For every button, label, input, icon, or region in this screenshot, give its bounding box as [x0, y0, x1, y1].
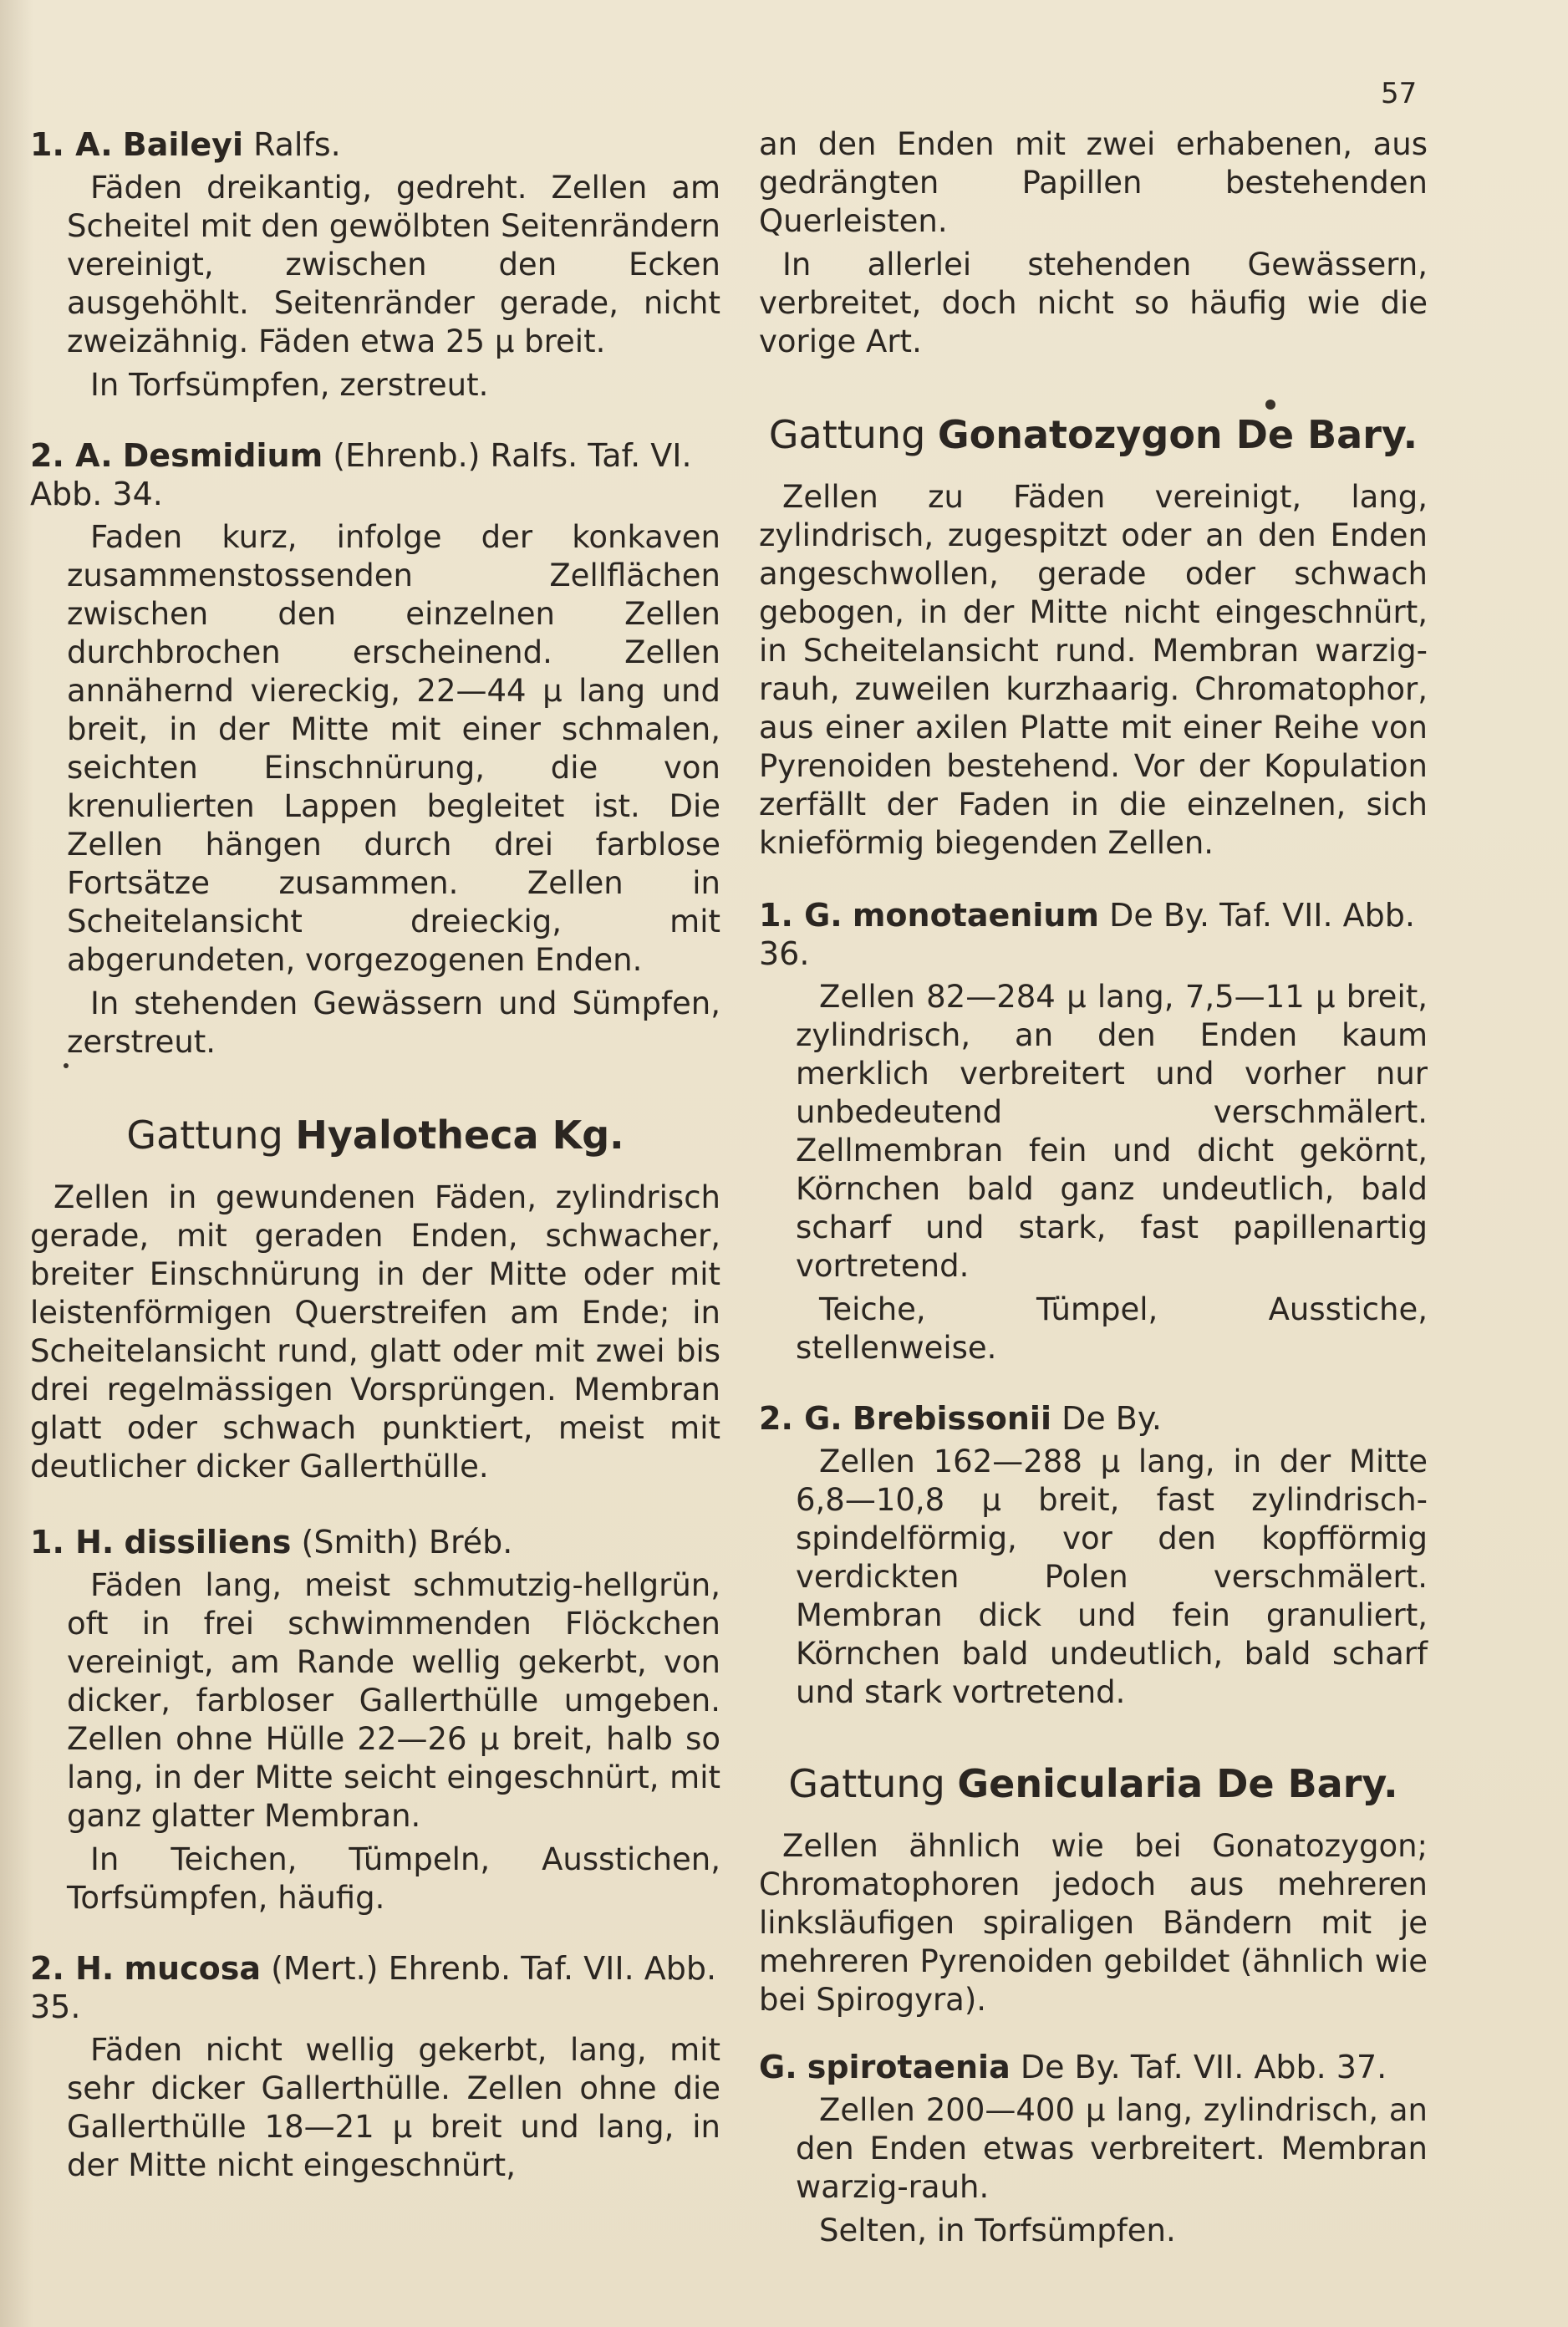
species-heading — [30, 1949, 720, 2026]
species-heading — [759, 2048, 1428, 2086]
genus-name: Hyalotheca Kg. — [295, 1113, 624, 1158]
species-description: Zellen 82—284 μ lang, 7,5—11 μ breit, zylindrisch, an den Enden kaum merklich verbreitert und vorher nur unbedeutend verschmälert. Zellmembran fein und dicht gekörnt, Körnchen bald ganz undeutlich, bald scharf und stark, fast papillenartig vortretend. — [796, 979, 1428, 1284]
genus-description: Zellen ähnlich wie bei Gonatozygon; Chromatophoren jedoch aus mehreren linksläufigen spiraligen Bändern mit je mehreren Pyrenoiden gebildet (ähnlich wie bei Spirogyra). — [759, 1828, 1428, 2018]
species-entry-spirotaenia — [759, 2048, 1428, 2250]
species-author: Ralfs. — [253, 126, 341, 163]
species-author: De By. Taf. VII. Abb. 36. — [759, 897, 1415, 972]
right-column — [759, 125, 1428, 2250]
species-number: 1. H. — [30, 1524, 115, 1561]
species-author: (Smith) Bréb. — [301, 1524, 513, 1561]
species-habitat: In stehenden Gewässern und Sümpfen, zerstreut. — [67, 985, 720, 1060]
genus-description: Zellen zu Fäden vereinigt, lang, zylindrisch, zugespitzt oder an den Enden angeschwollen, gerade oder schwach gebogen, in der Mitte nicht eingeschnürt, in Scheitelansicht rund. Membran warzig-rauh, zuweilen kurzhaarig. Chromatophor, aus einer axilen Platte mit einer Reihe von Pyrenoiden bestehend. Vor der Kopulation zerfällt der Faden in die einzelnen, sich knieförmig biegenden Zellen. — [759, 479, 1428, 861]
species-number: G. — [759, 2049, 797, 2085]
species-heading — [30, 436, 720, 513]
species-author: (Mert.) Ehrenb. Taf. VII. Abb. 35. — [30, 1950, 717, 2025]
species-description: Fäden lang, meist schmutzig-hellgrün, oft in frei schwimmenden Flöckchen vereinigt, am Rande wellig gekerbt, von dicker, farbloser Gallerthülle umgeben. Zellen ohne Hülle 22—26 μ breit, halb so lang, in der Mitte seicht eingeschnürt, mit ganz glatter Membran. — [67, 1567, 720, 1834]
species-number: 2. G. — [759, 1400, 843, 1437]
species-entry-monotaenium — [759, 896, 1428, 1367]
genus-section-gonatozygon — [759, 410, 1428, 863]
species-habitat: In Torfsümpfen, zerstreut. — [90, 367, 489, 403]
genus-heading — [759, 410, 1428, 460]
species-description-continued: an den Enden mit zwei erhabenen, aus gedrängten Papillen bestehenden Querleisten. — [759, 126, 1428, 239]
species-heading — [759, 1399, 1428, 1438]
left-column — [30, 125, 720, 2185]
species-author: (Ehrenb.) Ralfs. Taf. VI. Abb. 34. — [30, 437, 692, 512]
species-name: monotaenium — [852, 897, 1099, 934]
species-entry-dissiliens — [30, 1523, 720, 1917]
species-heading — [30, 125, 720, 164]
genus-name: Gonatozygon De Bary. — [937, 412, 1418, 457]
species-entry-mucosa — [30, 1949, 720, 2185]
genus-word: Gattung — [768, 412, 926, 457]
species-description: Zellen 162—288 μ lang, in der Mitte 6,8—10,8 μ breit, fast zylindrisch-spindelförmig, vor den kopfförmig verdickten Polen verschmälert. Membran dick und fein granuliert, Körnchen bald undeutlich, bald scharf und stark vortretend. — [796, 1444, 1428, 1710]
genus-section-genicularia — [759, 1759, 1428, 2019]
species-habitat: Teiche, Tümpel, Ausstiche, stellenweise. — [796, 1291, 1428, 1366]
species-number: 1. A. — [30, 126, 113, 163]
species-name: Desmidium — [122, 437, 323, 474]
species-description: Fäden nicht wellig gekerbt, lang, mit sehr dicker Gallerthülle. Zellen ohne die Gallerthülle 18—21 μ breit und lang, in der Mitte nicht eingeschnürt, — [67, 2032, 720, 2183]
species-habitat: In allerlei stehenden Gewässern, verbreitet, doch nicht so häufig wie die vorige Art. — [759, 247, 1428, 359]
genus-section-hyalotheca — [30, 1110, 720, 1486]
species-continuation-mucosa — [759, 125, 1428, 361]
species-number: 1. G. — [759, 897, 843, 934]
genus-word: Gattung — [126, 1113, 283, 1158]
genus-heading — [30, 1110, 720, 1160]
page-number: 57 — [1381, 77, 1418, 110]
ink-speck — [1265, 400, 1275, 410]
species-habitat: Selten, in Torfsümpfen. — [819, 2212, 1176, 2248]
species-name: dissiliens — [124, 1524, 292, 1561]
genus-description: Zellen in gewundenen Fäden, zylindrisch gerade, mit geraden Enden, schwacher, breiter Einschnürung in der Mitte oder mit leistenförmigen Querstreifen am Ende; in Scheitelansicht rund, glatt oder mit zwei bis drei regelmässigen Vorsprüngen. Membran glatt oder schwach punktiert, meist mit deutlicher dicker Gallerthülle. — [30, 1179, 720, 1484]
species-name: Baileyi — [122, 126, 243, 163]
species-name: mucosa — [124, 1950, 261, 1987]
species-description: Fäden dreikantig, gedreht. Zellen am Scheitel mit den gewölbten Seitenrändern vereinigt, zwischen den Ecken ausgehöhlt. Seitenränder gerade, nicht zweizähnig. Fäden etwa 25 μ breit. — [67, 170, 720, 359]
species-author: De By. — [1061, 1400, 1163, 1437]
species-entry-baileyi — [30, 125, 720, 405]
species-name: Brebissonii — [852, 1400, 1051, 1437]
genus-heading — [759, 1759, 1428, 1809]
species-author: De By. Taf. VII. Abb. 37. — [1020, 2049, 1387, 2085]
species-heading — [759, 896, 1428, 973]
species-heading — [30, 1523, 720, 1561]
ink-speck — [64, 1063, 69, 1068]
species-name: spirotaenia — [807, 2049, 1011, 2085]
species-number: 2. H. — [30, 1950, 115, 1987]
genus-word: Gattung — [788, 1761, 945, 1806]
species-description: Faden kurz, infolge der konkaven zusammenstossenden Zellflächen zwischen den einzelnen Zellen durchbrochen erscheinend. Zellen annähernd viereckig, 22—44 μ lang und breit, in der Mitte mit einer schmalen, seichten Einschnürung, die von krenulierten Lappen begleitet ist. Die Zellen hängen durch drei farblose Fortsätze zusammen. Zellen in Scheitelansicht dreieckig, mit abgerundeten, vorgezogenen Enden. — [67, 519, 720, 978]
species-entry-desmidium — [30, 436, 720, 1062]
species-entry-brebissonii — [759, 1399, 1428, 1712]
species-description: Zellen 200—400 μ lang, zylindrisch, an den Enden etwas verbreitert. Membran warzig-rauh. — [796, 2092, 1428, 2205]
species-habitat: In Teichen, Tümpeln, Ausstichen, Torfsümpfen, häufig. — [67, 1841, 720, 1916]
genus-name: Genicularia De Bary. — [957, 1761, 1398, 1806]
species-number: 2. A. — [30, 437, 113, 474]
